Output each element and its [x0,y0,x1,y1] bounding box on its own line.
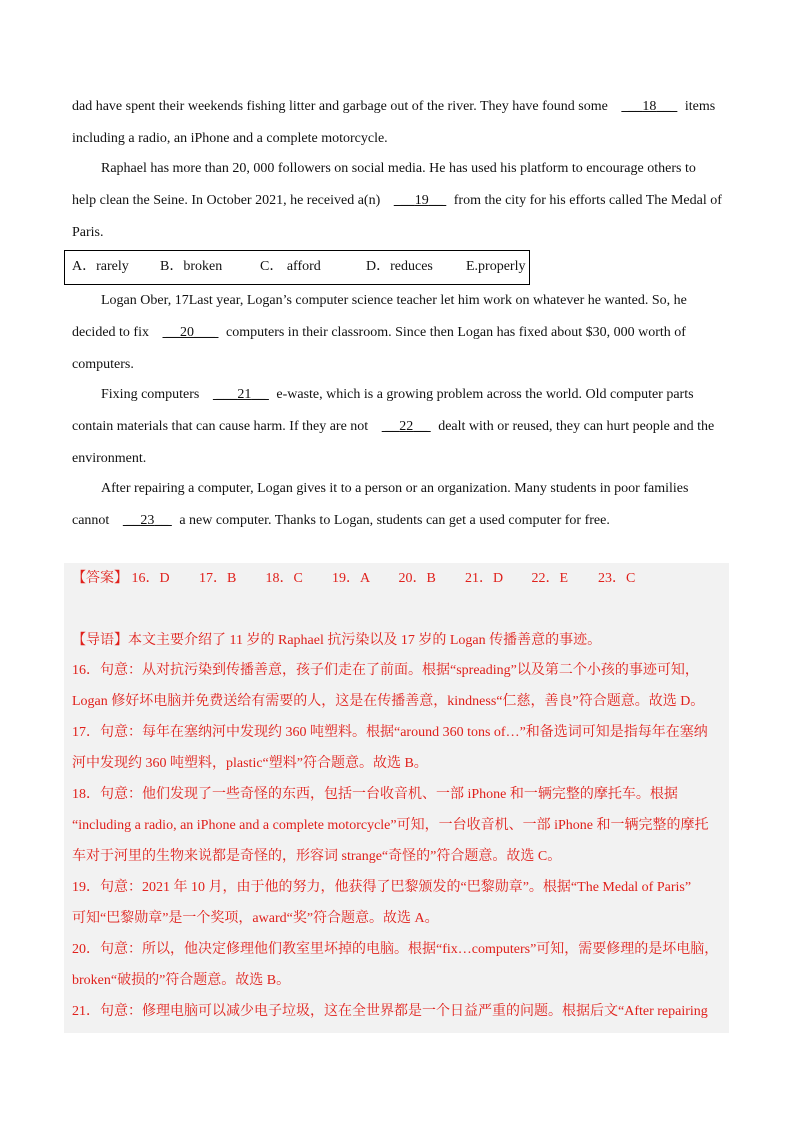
passage-line: help clean the Seine. In October 2021, he received a(n) __19__ from the city for his efforts called The Medal of [72,191,722,211]
passage-line: Logan Ober, 17Last year, Logan’s computer science teacher let him work on whatever he wanted. So, he [101,293,687,308]
passage-line: computers. [72,357,134,372]
option-a: A．rarely [72,259,129,274]
passage-line: dad have spent their weekends fishing litter and garbage out of the river. They have found some __18__ items [72,97,715,117]
explain-line: 16．句意：从对抗污染到传播善意，孩子们走在了前面。根据“spreading”以及第二个小孩的事迹可知， [72,663,699,678]
explain-line: 河中发现约 360 吨塑料，plastic“塑料”符合题意。故选 B。 [72,756,428,771]
blank-18: __18__ [621,99,678,114]
passage-line: decided to fix __20___ computers in their classroom. Since then Logan has fixed about $30, 000 worth of [72,323,686,343]
blank-23: __23__ [122,513,172,528]
guide-line: 【导语】本文主要介绍了 11 岁的 Raphael 抗污染以及 17 岁的 Logan 传播善意的事迹。 [72,633,602,648]
passage-line: Paris. [72,225,104,240]
explain-line: Logan 修好坏电脑并免费送给有需要的人，这是在传播善意，kindness“仁慈，善良”符合题意。故选 D。 [72,694,705,709]
explain-line: 车对于河里的生物来说都是奇怪的，形容词 strange“奇怪的”符合题意。故选 C。 [72,849,562,864]
explain-line: 17．句意：每年在塞纳河中发现约 360 吨塑料。根据“around 360 tons of…”和备选词可知是指每年在塞纳 [72,725,708,740]
blank-19: __19__ [393,193,447,208]
explain-line: 18．句意：他们发现了一些奇怪的东西，包括一台收音机、一部 iPhone 和一辆完整的摩托车。根据 [72,787,678,802]
explain-line: 21．句意：修理电脑可以减少电子垃圾，这在全世界都是一个日益严重的问题。根据后文“After repairing [72,1004,708,1019]
explain-line: broken“破损的”符合题意。故选 B。 [72,973,291,988]
passage-line: cannot __23__ a new computer. Thanks to Logan, students can get a used computer for free. [72,511,610,531]
option-d: D．reduces [366,259,433,274]
option-b: B．broken [160,259,223,274]
answer-label: 【答案】 [72,571,128,586]
passage-line: Raphael has more than 20, 000 followers on social media. He has used his platform to encourage others to [101,161,696,176]
passage-line: contain materials that can cause harm. If they are not __22__ dealt with or reused, they can hurt people and the [72,417,714,437]
option-c: C． afford [260,259,321,274]
option-e: E.properly [466,259,526,274]
passage-line: After repairing a computer, Logan gives it to a person or an organization. Many students in poor families [101,481,689,496]
blank-20: __20___ [162,325,219,340]
blank-22: __22__ [381,419,431,434]
passage-line: including a radio, an iPhone and a complete motorcycle. [72,131,388,146]
passage-line: environment. [72,451,147,466]
blank-21: ___21__ [212,387,269,402]
explain-line: 20．句意：所以，他决定修理他们教室里坏掉的电脑。根据“fix…computers”可知，需要修理的是坏电脑， [72,942,719,957]
explain-line: 19．句意：2021 年 10 月，由于他的努力，他获得了巴黎颁发的“巴黎勋章”。根据“The Medal of Paris” [72,880,692,895]
explain-line: “including a radio, an iPhone and a complete motorcycle”可知，一台收音机、一部 iPhone 和一辆完整的摩托 [72,818,709,833]
answer-line: 【答案】 16．D 17．B 18．C 19．A 20．B 21．D 22．E 23．C [72,571,636,586]
passage-line: Fixing computers ___21__ e-waste, which is a growing problem across the world. Old computer parts [101,385,694,405]
explain-line: 可知“巴黎勋章”是一个奖项，award“奖”符合题意。故选 A。 [72,911,439,926]
